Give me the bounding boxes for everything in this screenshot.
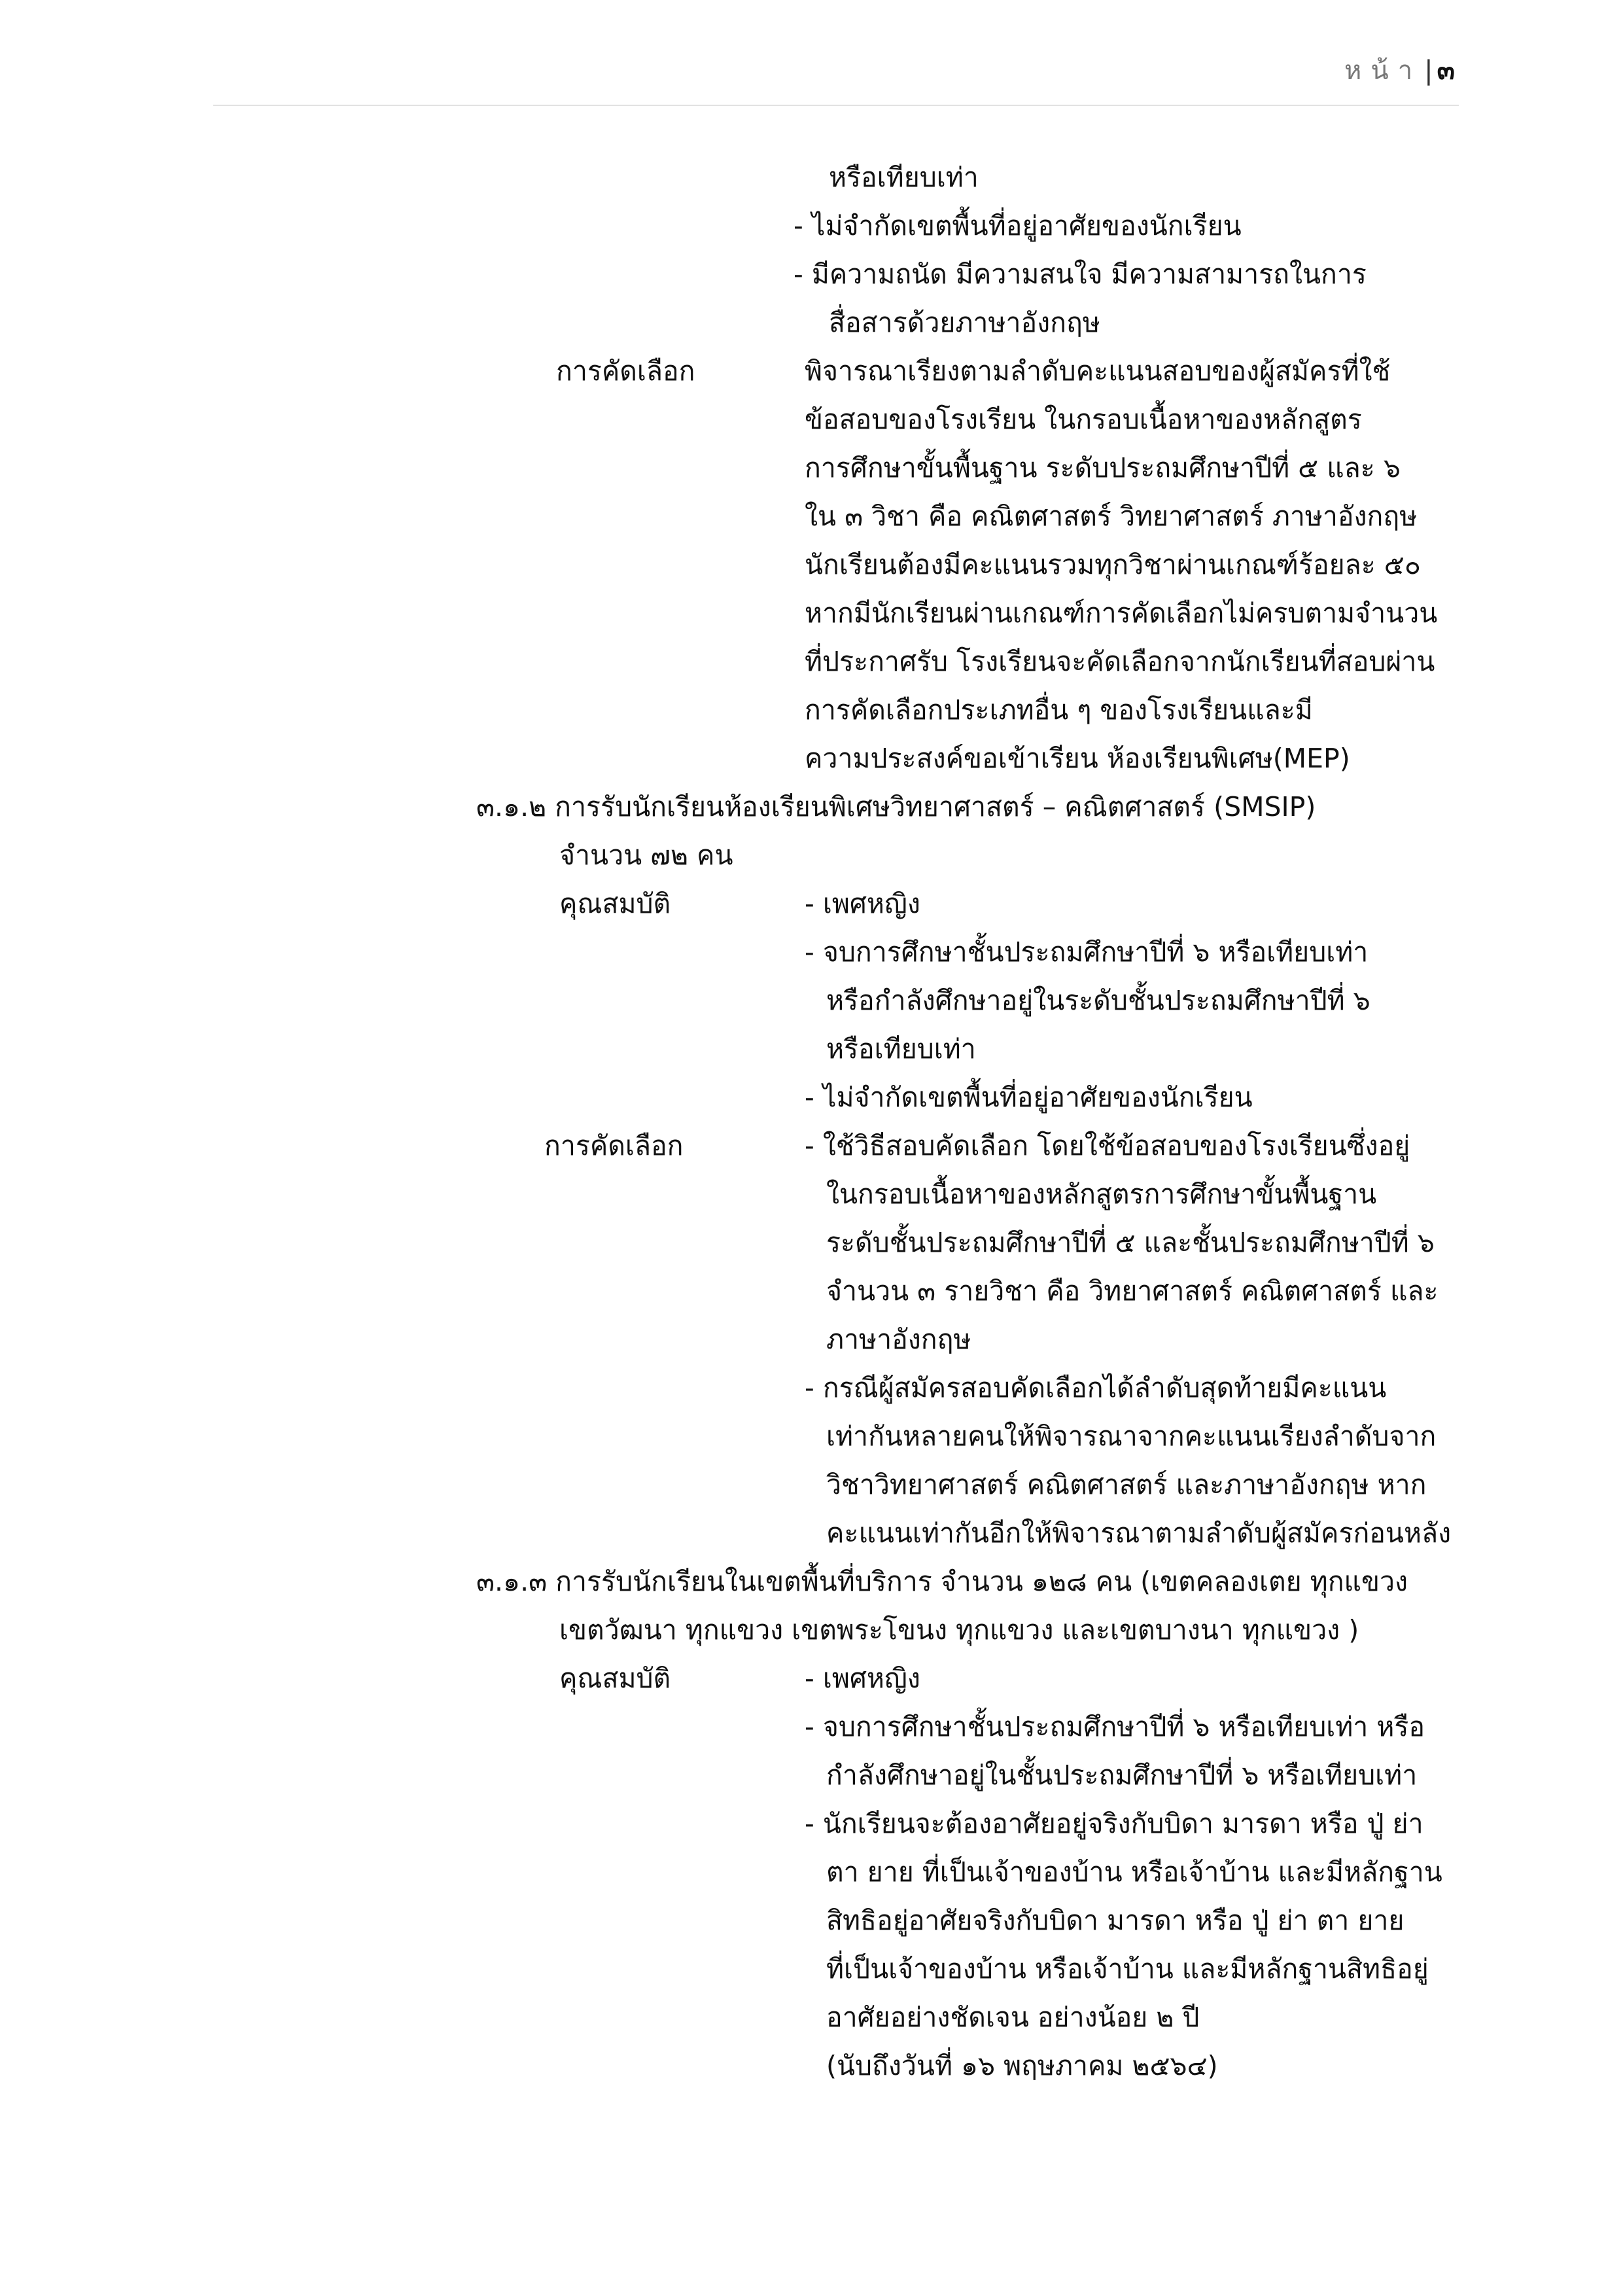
section-313-qual-line: กำลังศึกษาอยู่ในชั้นประถมศึกษาปีที่ ๖ หรือเทียบเท่า: [826, 1759, 1418, 1791]
section-312-qual-line: - ไม่จำกัดเขตพื้นที่อยู่อาศัยของนักเรียน: [805, 1082, 1253, 1113]
page-label: หน้า: [1344, 56, 1422, 86]
selection1-label: การคัดเลือก: [556, 355, 695, 387]
top-line-2: - ไม่จำกัดเขตพื้นที่อยู่อาศัยของนักเรียน: [794, 210, 1242, 241]
section-313-qual-label: คุณสมบัติ: [559, 1663, 671, 1694]
page-header: [1344, 51, 1455, 90]
section-313-heading: ๓.๑.๓ การรับนักเรียนในเขตพื้นที่บริการ จำนวน ๑๒๘ คน (เขตคลองเตย ทุกแขวง: [476, 1566, 1408, 1597]
section-312-qual-line: หรือเทียบเท่า: [826, 1033, 976, 1065]
section-312-sel-line: วิชาวิทยาศาสตร์ คณิตศาสตร์ และภาษาอังกฤษ หาก: [826, 1469, 1427, 1500]
header-separator: |: [1424, 56, 1433, 86]
selection1-line: นักเรียนต้องมีคะแนนรวมทุกวิชาผ่านเกณฑ์ร้อยละ ๕๐: [805, 549, 1421, 580]
section-312-sel-line: จำนวน ๓ รายวิชา คือ วิทยาศาสตร์ คณิตศาสตร์ และ: [826, 1275, 1439, 1307]
selection1-line: การศึกษาขั้นพื้นฐาน ระดับประถมศึกษาปีที่ ๕ และ ๖: [805, 452, 1401, 484]
top-line-4: สื่อสารด้วยภาษาอังกฤษ: [829, 307, 1100, 338]
section-312-qual-line: หรือกำลังศึกษาอยู่ในระดับชั้นประถมศึกษาปีที่ ๖: [826, 985, 1370, 1016]
section-312-sel-line: - ใช้วิธีสอบคัดเลือก โดยใช้ข้อสอบของโรงเรียนซึ่งอยู่: [805, 1130, 1410, 1161]
selection1-line: ใน ๓ วิชา คือ คณิตศาสตร์ วิทยาศาสตร์ ภาษาอังกฤษ: [805, 501, 1418, 532]
selection1-line: ที่ประกาศรับ โรงเรียนจะคัดเลือกจากนักเรียนที่สอบผ่าน: [805, 646, 1435, 677]
section-313-qual-line: - นักเรียนจะต้องอาศัยอยู่จริงกับบิดา มารดา หรือ ปู่ ย่า: [805, 1808, 1423, 1839]
section-313-heading-2: เขตวัฒนา ทุกแขวง เขตพระโขนง ทุกแขวง และเขตบางนา ทุกแขวง ): [559, 1614, 1359, 1646]
section-313-qual-line: ตา ยาย ที่เป็นเจ้าของบ้าน หรือเจ้าบ้าน และมีหลักฐาน: [826, 1856, 1442, 1888]
section-312-sel-line: ในกรอบเนื้อหาของหลักสูตรการศึกษาขั้นพื้นฐาน: [826, 1178, 1377, 1210]
page-number: ๓: [1437, 56, 1455, 86]
top-line-1: หรือเทียบเท่า: [829, 162, 979, 193]
selection1-line: ความประสงค์ขอเข้าเรียน ห้องเรียนพิเศษ(MEP): [805, 743, 1350, 774]
selection1-line: ข้อสอบของโรงเรียน ในกรอบเนื้อหาของหลักสูตร: [805, 404, 1362, 435]
section-312-sel-line: ภาษาอังกฤษ: [826, 1324, 971, 1355]
section-312-qual-label: คุณสมบัติ: [559, 888, 671, 919]
section-312-sel-line: - กรณีผู้สมัครสอบคัดเลือกได้ลำดับสุดท้ายมีคะแนน: [805, 1372, 1387, 1404]
section-313-qual-line: ที่เป็นเจ้าของบ้าน หรือเจ้าบ้าน และมีหลักฐานสิทธิอยู่: [826, 1953, 1429, 1985]
selection1-line: พิจารณาเรียงตามลำดับคะแนนสอบของผู้สมัครที่ใช้: [805, 355, 1391, 387]
section-312-heading: ๓.๑.๒ การรับนักเรียนห้องเรียนพิเศษวิทยาศาสตร์ – คณิตศาสตร์ (SMSIP): [476, 791, 1316, 822]
section-312-count: จำนวน ๗๒ คน: [559, 839, 733, 871]
section-313-qual-line: (นับถึงวันที่ ๑๖ พฤษภาคม ๒๕๖๔): [826, 2050, 1218, 2081]
section-313-qual-line: อาศัยอย่างชัดเจน อย่างน้อย ๒ ปี: [826, 2002, 1200, 2033]
header-divider: [213, 105, 1459, 106]
section-312-sel-label: การคัดเลือก: [544, 1130, 684, 1161]
section-312-qual-line: - เพศหญิง: [805, 888, 920, 919]
top-line-3: - มีความถนัด มีความสนใจ มีความสามารถในการ: [794, 258, 1367, 290]
section-312-sel-line: เท่ากันหลายคนให้พิจารณาจากคะแนนเรียงลำดับจาก: [826, 1421, 1437, 1452]
section-312-sel-line: ระดับชั้นประถมศึกษาปีที่ ๕ และชั้นประถมศึกษาปีที่ ๖: [826, 1227, 1435, 1258]
section-313-qual-line: - จบการศึกษาชั้นประถมศึกษาปีที่ ๖ หรือเทียบเท่า หรือ: [805, 1711, 1425, 1742]
section-312-qual-line: - จบการศึกษาชั้นประถมศึกษาปีที่ ๖ หรือเทียบเท่า: [805, 936, 1369, 968]
section-313-qual-line: - เพศหญิง: [805, 1663, 920, 1694]
selection1-line: การคัดเลือกประเภทอื่น ๆ ของโรงเรียนและมี: [805, 694, 1313, 726]
selection1-line: หากมีนักเรียนผ่านเกณฑ์การคัดเลือกไม่ครบตามจำนวน: [805, 597, 1438, 629]
section-313-qual-line: สิทธิอยู่อาศัยจริงกับบิดา มารดา หรือ ปู่ ย่า ตา ยาย: [826, 1905, 1405, 1936]
section-312-sel-line: คะแนนเท่ากันอีกให้พิจารณาตามลำดับผู้สมัครก่อนหลัง: [826, 1517, 1452, 1549]
